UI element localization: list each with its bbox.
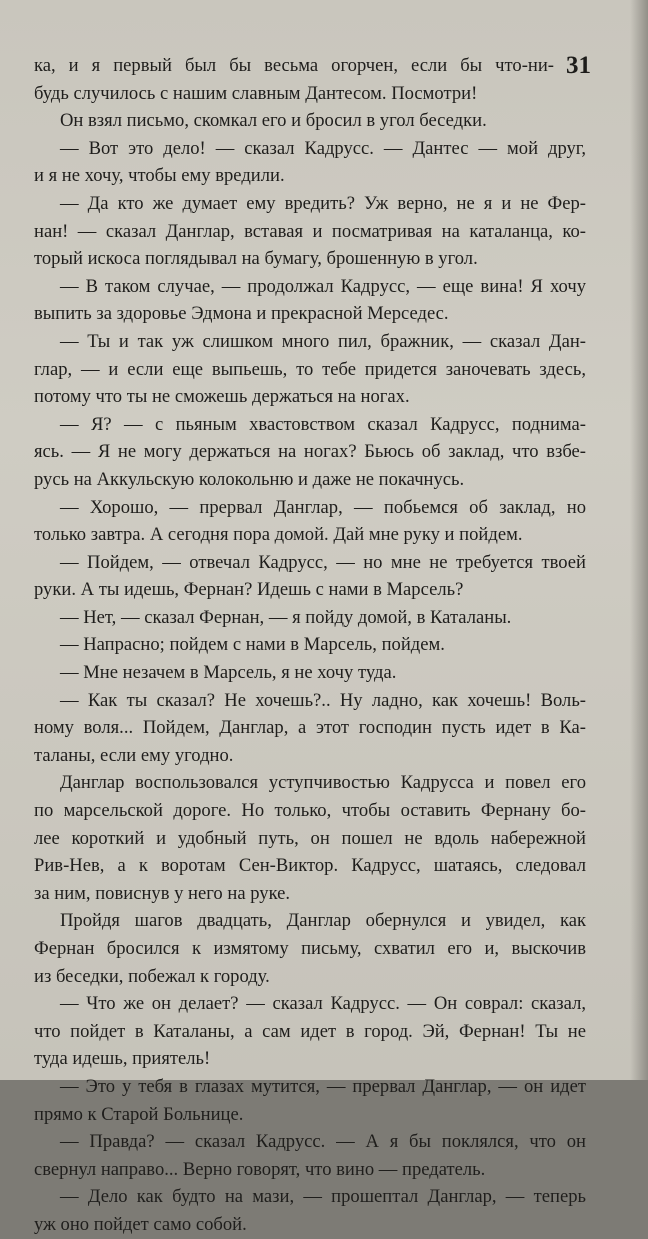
text-line: таланы, если ему угодно.: [34, 744, 234, 766]
text-line: — Мне незачем в Марсель, я не хочу туда.: [60, 662, 397, 684]
text-line: ка, и я первый был бы весьма огорчен, если бы что-ни-: [34, 55, 554, 76]
text-line: будь случилось с нашим славным Дантесом. Посмотри!: [34, 82, 478, 104]
text-line: — Правда? — сказал Кадрусс. — А я бы поклялся, что он: [60, 1131, 586, 1153]
text-line: Пройдя шагов двадцать, Данглар обернулся и увидел, как: [60, 910, 586, 932]
text-line: из беседки, побежал к городу.: [34, 965, 270, 987]
text-line: глар, — и если еще выпьешь, то тебе придется заночевать здесь,: [34, 358, 586, 380]
text-line: ясь. — Я не могу держаться на ногах? Бьюсь об заклад, что взбе-: [34, 441, 586, 463]
text-line: торый искоса поглядывал на бумагу, брошенную в угол.: [34, 248, 478, 270]
text-line: потому что ты не сможешь держаться на ногах.: [34, 386, 410, 408]
text-line: Фернан бросился к измятому письму, схватил его и, выскочив: [34, 938, 586, 959]
text-line: — Ты и так уж слишком много пил, бражник, — сказал Дан-: [60, 330, 586, 352]
text-line: — Как ты сказал? Не хочешь?.. Ну ладно, как хочешь! Воль-: [60, 689, 586, 711]
text-line: — Хорошо, — прервал Данглар, — побьемся об заклад, но: [60, 496, 586, 518]
text-line: выпить за здоровье Эдмона и прекрасной Мерседес.: [34, 303, 449, 325]
text-line: прямо к Старой Больнице.: [34, 1103, 244, 1125]
body-text: [34, 52, 586, 1239]
text-line: что пойдет в Каталаны, а сам идет в город. Эй, Фернан! Ты не: [34, 1020, 586, 1042]
text-line: — Напрасно; пойдем с нами в Марсель, пойдем.: [60, 634, 445, 656]
page-edge-shadow: [630, 0, 648, 1080]
text-line: — Я? — с пьяным хвастовством сказал Кадрусс, поднима-: [60, 413, 586, 435]
text-line: русь на Аккульскую колокольню и даже не покачнусь.: [34, 468, 465, 490]
text-line: — Да кто же думает ему вредить? Уж верно, не я и не Фер-: [60, 192, 586, 214]
text-line: и я не хочу, чтобы ему вредили.: [34, 165, 285, 187]
text-line: нан! — сказал Данглар, вставая и посматривая на каталанца, ко-: [34, 220, 586, 242]
text-line: свернул направо... Верно говорят, что вино — предатель.: [34, 1158, 486, 1180]
text-line: — Нет, — сказал Фернан, — я пойду домой, в Каталаны.: [60, 606, 512, 628]
text-line: ному воля... Пойдем, Данглар, а этот господин пусть идет в Ка-: [34, 717, 586, 739]
text-line: только завтра. А сегодня пора домой. Дай мне руку и пойдем.: [34, 524, 523, 546]
text-line: — Вот это дело! — сказал Кадрусс. — Дантес — мой друг,: [60, 137, 586, 159]
text-line: туда идешь, приятель!: [34, 1048, 211, 1070]
text-line: руки. А ты идешь, Фернан? Идешь с нами в Марсель?: [34, 579, 464, 601]
text-line: уж оно пойдет само собой.: [34, 1213, 247, 1235]
text-line: — Это у тебя в глазах мутится, — прервал Данглар, — он идет: [60, 1075, 586, 1097]
text-line: — В таком случае, — продолжал Кадрусс, — еще вина! Я хочу: [60, 275, 586, 297]
text-line: — Дело как будто на мази, — прошептал Данглар, — теперь: [60, 1186, 586, 1208]
text-line: — Пойдем, — отвечал Кадрусс, — но мне не требуется твоей: [60, 551, 586, 573]
text-line: по марсельской дороге. Но только, чтобы оставить Фернану бо-: [34, 800, 586, 822]
text-line: за ним, повиснув у него на руке.: [34, 882, 291, 904]
text-line: Данглар воспользовался уступчивостью Кадрусса и повел его: [60, 772, 586, 794]
text-line: Он взял письмо, скомкал его и бросил в угол беседки.: [60, 110, 487, 132]
text-line: лее короткий и удобный путь, он пошел не вдоль набережной: [34, 827, 586, 849]
text-line: — Что же он делает? — сказал Кадрусс. — Он соврал: сказал,: [60, 993, 586, 1015]
page-number: 31: [566, 52, 591, 79]
text-line: Рив-Нев, а к воротам Сен-Виктор. Кадрусс, шатаясь, следовал: [34, 855, 586, 877]
